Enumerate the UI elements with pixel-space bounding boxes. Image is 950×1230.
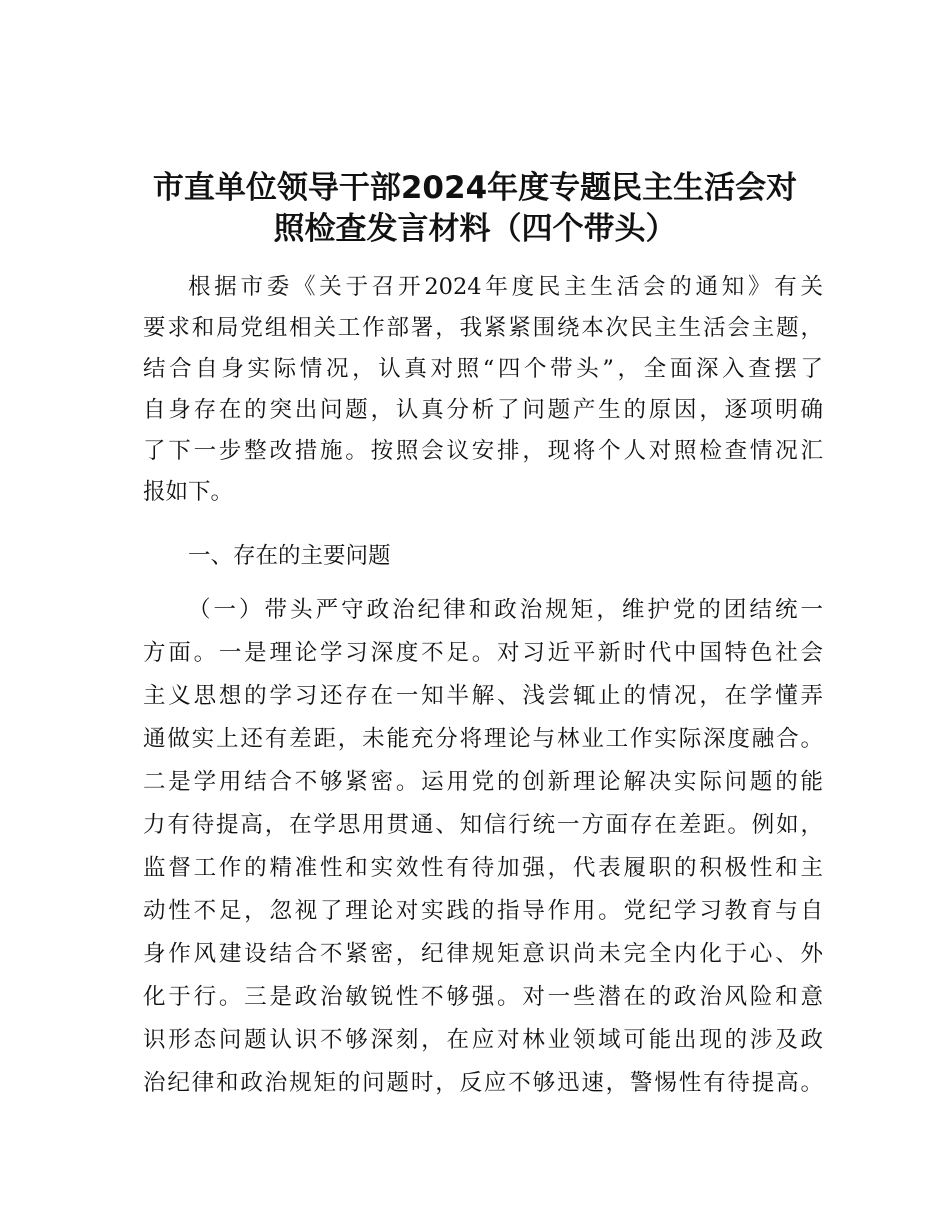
document-title-line-1: 市直单位领导干部2024年度专题民主生活会对	[152, 170, 798, 206]
intro-line: 根据市委《关于召开2024年度民主生活会的通知》有关	[188, 274, 823, 300]
intro-line: 报如下。	[143, 479, 234, 505]
body-line: 识形态问题认识不够深刻，在应对林业领域可能出现的涉及政	[143, 1027, 823, 1053]
body-line: 监督工作的精准性和实效性有待加强，代表履职的积极性和主	[143, 855, 823, 881]
body-line: 二是学用结合不够紧密。运用党的创新理论解决实际问题的能	[143, 769, 823, 795]
intro-line: 了下一步整改措施。按照会议安排，现将个人对照检查情况汇	[143, 438, 823, 464]
intro-line: 要求和局党组相关工作部署，我紧紧围绕本次民主生活会主题，	[143, 315, 823, 341]
intro-line: 自身存在的突出问题，认真分析了问题产生的原因，逐项明确	[143, 397, 823, 423]
section-heading: 一、存在的主要问题	[188, 543, 391, 569]
body-line: 通做实上还有差距，未能充分将理论与林业工作实际深度融合。	[143, 726, 823, 752]
body-line: （一）带头严守政治纪律和政治规矩，维护党的团结统一	[188, 597, 823, 623]
intro-line: 结合自身实际情况，认真对照“四个带头”，全面深入查摆了	[143, 356, 823, 382]
body-line: 化于行。三是政治敏锐性不够强。对一些潜在的政治风险和意	[143, 984, 823, 1010]
body-line: 治纪律和政治规矩的问题时，反应不够迅速，警惕性有待提高。	[143, 1070, 823, 1096]
body-line: 方面。一是理论学习深度不足。对习近平新时代中国特色社会	[143, 640, 823, 666]
body-line: 身作风建设结合不紧密，纪律规矩意识尚未完全内化于心、外	[143, 941, 823, 967]
body-line: 主义思想的学习还存在一知半解、浅尝辄止的情况，在学懂弄	[143, 683, 823, 709]
document-title-line-2: 照检查发言材料（四个带头）	[273, 211, 677, 247]
body-line: 力有待提高，在学思用贯通、知信行统一方面存在差距。例如，	[143, 812, 823, 838]
body-line: 动性不足，忽视了理论对实践的指导作用。党纪学习教育与自	[143, 898, 823, 924]
